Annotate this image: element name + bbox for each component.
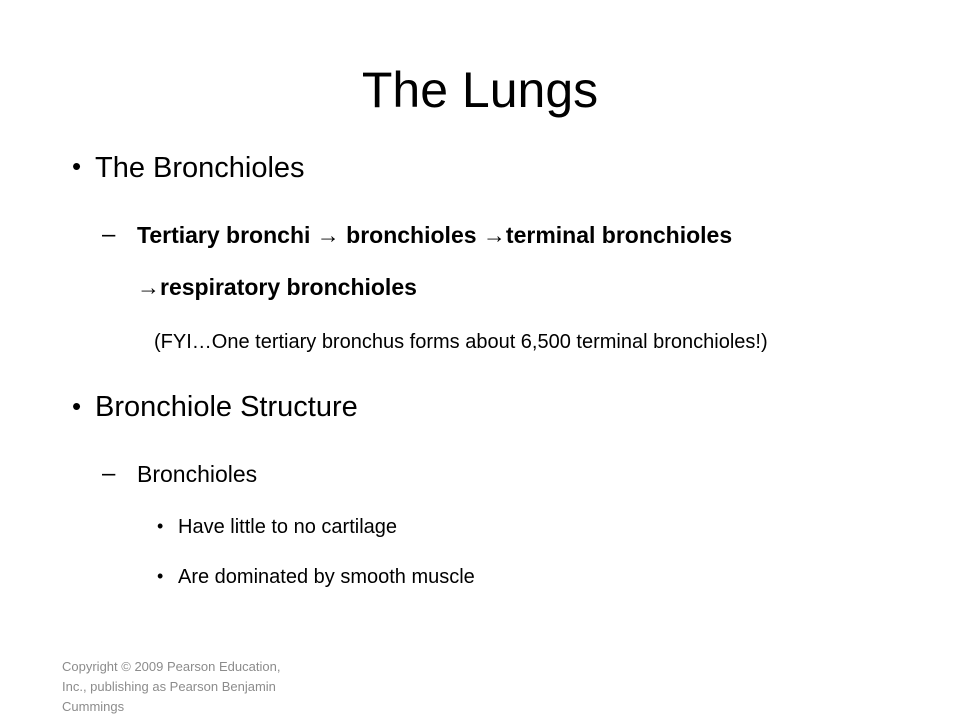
tertiary-bronchi-text: Tertiary bronchi [137,222,317,248]
sub-bullet-bronchioles: Bronchioles [137,461,258,487]
terminal-bronchioles-text: terminal bronchioles [505,222,733,248]
dash-marker: – [102,460,116,487]
right-arrow-icon: → [137,274,160,300]
bullet-marker: • [72,151,82,181]
bullet-bronchiole-structure: Bronchiole Structure [95,391,358,423]
bronchiole-progression-line-1 [137,222,732,249]
fyi-note: (FYI…One tertiary bronchus forms about 6,500 terminal bronchioles!) [154,331,768,353]
small-bullet-marker: • [157,516,164,536]
bullet-marker: • [72,391,82,421]
dash-marker: – [102,221,116,248]
bronchiole-progression-line-2 [137,274,417,301]
bullet-the-bronchioles: The Bronchioles [95,152,305,184]
respiratory-bronchioles-text: respiratory bronchioles [160,274,417,300]
item-little-cartilage: Have little to no cartilage [178,516,398,538]
right-arrow-icon: → [482,222,506,248]
small-bullet-marker: • [157,566,164,586]
slide-title: The Lungs [361,62,599,118]
item-smooth-muscle: Are dominated by smooth muscle [178,566,475,588]
copyright-notice: Copyright © 2009 Pearson Education, Inc., publishing as Pearson Benjamin Cummings [62,659,281,714]
right-arrow-icon: → [316,222,340,248]
bronchioles-text: bronchioles [339,222,483,248]
